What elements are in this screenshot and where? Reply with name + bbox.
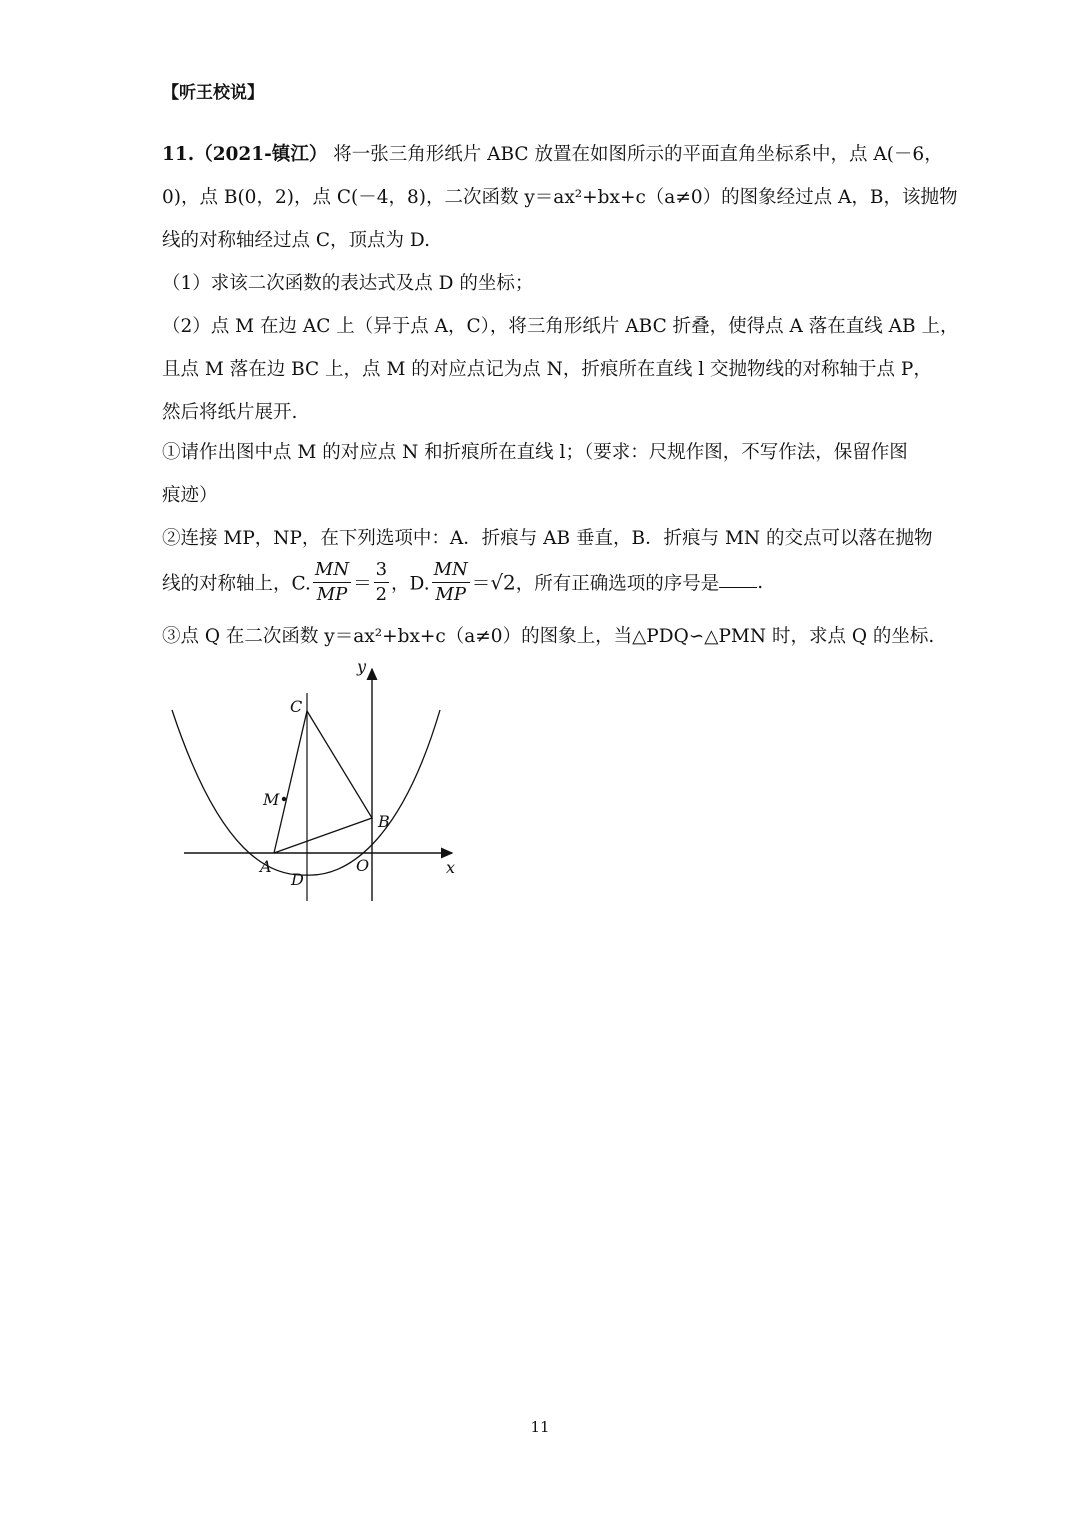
question-text-1: 将一张三角形纸片 ABC 放置在如图所示的平面直角坐标系中，点 A(－6，	[333, 144, 943, 165]
frac-d-numerator: MN	[432, 558, 470, 583]
sub-2-suffix: ，所有正确选项的序号是	[515, 573, 720, 595]
question-line-3: 线的对称轴经过点 C，顶点为 D.	[162, 230, 430, 251]
sub-3: ③点 Q 在二次函数 y＝ax²+bx+c（a≠0）的图象上，当△PDQ∽△PMN 时，求点 Q 的坐标.	[162, 626, 935, 647]
equals-d: ＝	[471, 573, 491, 595]
parabola	[172, 710, 440, 875]
sub-2-line-2	[162, 558, 922, 607]
triangle-abc	[274, 711, 372, 853]
sub-1-line-2: 痕迹）	[162, 485, 218, 506]
label-o: O	[356, 856, 370, 875]
label-b: B	[378, 812, 390, 831]
label-y: y	[357, 657, 367, 676]
label-x: x	[446, 858, 456, 877]
part-2-line-3: 然后将纸片展开.	[162, 402, 298, 423]
option-d-prefix: ，D.	[391, 573, 430, 595]
question-number: 11.	[162, 144, 195, 165]
part-2-line-2: 且点 M 落在边 BC 上，点 M 的对应点记为点 N，折痕所在直线 l 交抛物线的对称轴于点 P，	[162, 359, 932, 380]
label-m: M	[263, 790, 280, 809]
page-number: 11	[530, 1418, 550, 1436]
frac-c-denominator: MP	[316, 584, 348, 605]
coordinate-figure	[160, 655, 470, 910]
frac-d-denominator: MP	[435, 584, 466, 605]
label-d: D	[291, 870, 304, 889]
fraction-option-c	[313, 558, 351, 607]
frac-c-val-denominator: 2	[375, 584, 388, 605]
part-2-line-1: （2）点 M 在边 AC 上（异于点 A，C），将三角形纸片 ABC 折叠，使得点 A 落在直线 AB 上，	[162, 316, 959, 337]
fraction-value-c	[374, 558, 389, 607]
part-1: （1）求该二次函数的表达式及点 D 的坐标；	[162, 273, 534, 294]
sub-2-end: .	[757, 572, 764, 593]
sub-2-line-1: ②连接 MP，NP，在下列选项中：A．折痕与 AB 垂直，B．折痕与 MN 的交点可以落在抛物	[162, 528, 933, 549]
sub-2-prefix: 线的对称轴上，C.	[162, 573, 311, 595]
header-tag: 【听王校说】	[162, 83, 264, 103]
answer-blank	[719, 571, 757, 588]
frac-c-numerator: MN	[313, 558, 351, 583]
frac-c-val-numerator: 3	[374, 558, 389, 583]
question-line-1	[162, 140, 943, 166]
sub-1-line-1: ①请作出图中点 M 的对应点 N 和折痕所在直线 l；（要求：尺规作图，不写作法，保留作图	[162, 442, 908, 463]
sqrt-value: √2	[490, 570, 516, 595]
question-source: （2021-镇江）	[194, 144, 328, 165]
label-a: A	[260, 857, 272, 876]
question-line-2: 0)，点 B(0，2)，点 C(－4，8)，二次函数 y＝ax²+bx+c（a≠0）的图象经过点 A，B，该抛物	[162, 187, 958, 208]
label-c: C	[290, 697, 303, 716]
fraction-option-d	[432, 558, 470, 607]
point-m	[282, 797, 286, 801]
equals-c: ＝	[353, 573, 372, 595]
